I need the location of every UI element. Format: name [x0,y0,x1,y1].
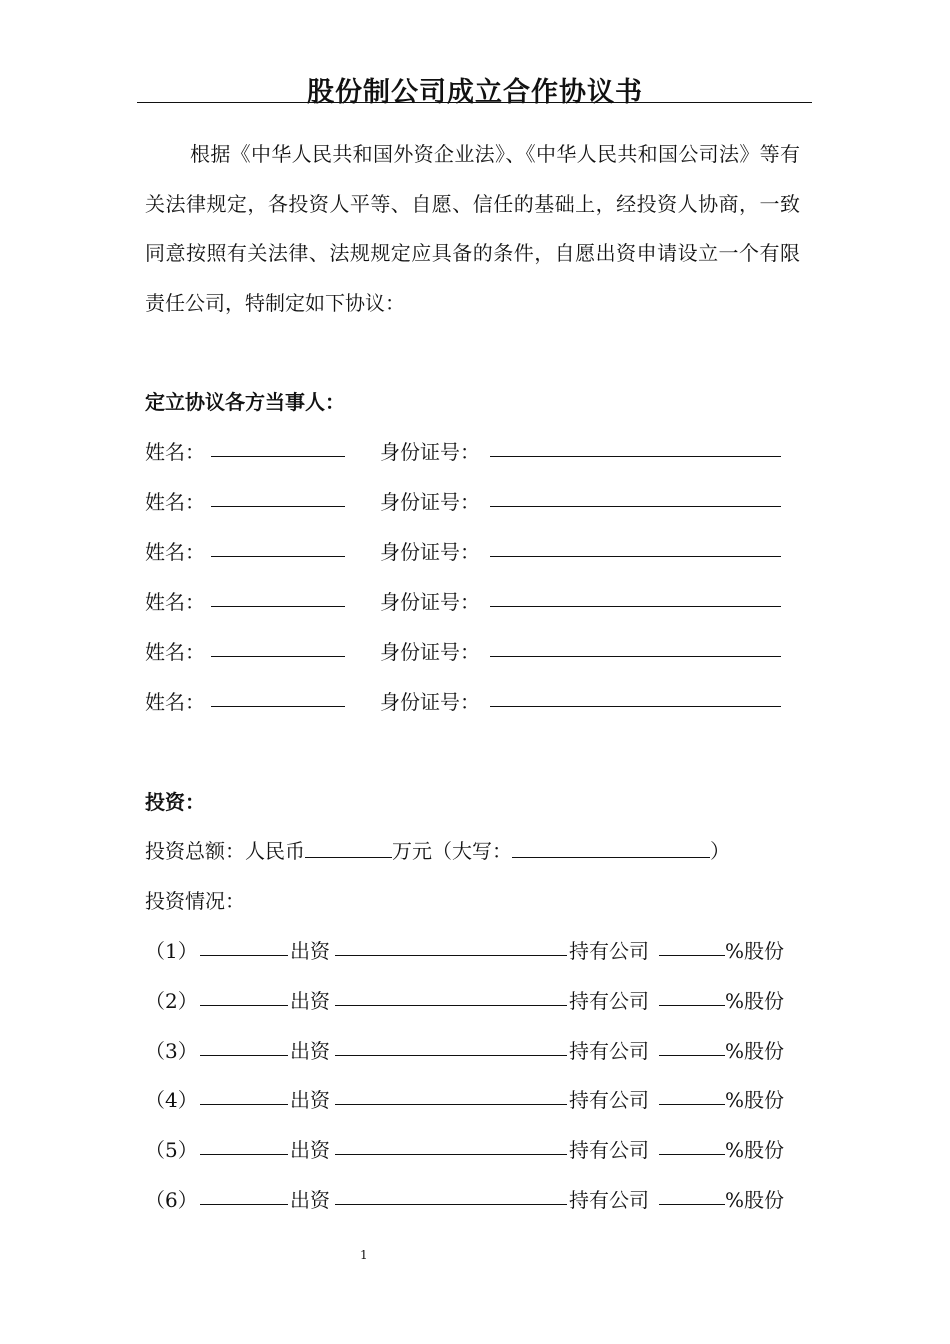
hold-label: 持有公司 [569,989,649,1013]
contribute-label: 出资 [290,939,330,963]
party-name-label: 姓名： [145,490,205,514]
party-name-label: 姓名： [145,590,205,614]
party-name-label: 姓名： [145,540,205,564]
page-number: 1 [360,1248,368,1262]
party-id-label: 身份证号： [380,640,480,664]
investment-heading: 投资： [145,790,205,814]
share-label: %股份 [725,1039,785,1063]
investment-index: （5） [145,1138,198,1162]
total-investment-line [145,835,730,864]
title-underline [137,102,812,103]
share-percent-blank [659,985,725,1006]
contribution-blank [335,1184,567,1205]
party-name-label: 姓名： [145,690,205,714]
share-label: %股份 [725,1088,785,1112]
party-id-blank [490,486,781,507]
share-label: %股份 [725,1188,785,1212]
contribution-blank [335,1084,567,1105]
investor-blank [200,1084,288,1105]
investment-situation-label: 投资情况： [145,889,245,913]
intro-paragraph: 根据《中华人民共和国外资企业法》、《中华人民共和国公司法》等有关法律规定，各投资人平等、自愿、信任的基础上，经投资人协商，一致同意按照有关法律、法规规定应具备的条件，自愿出资申请设立一个有限责任公司，特制定如下协议： [145,142,800,315]
party-id-blank [490,436,781,457]
investor-blank [200,1184,288,1205]
party-id-blank [490,686,781,707]
investment-index: （2） [145,989,198,1013]
investment-index: （1） [145,939,198,963]
parties-heading: 定立协议各方当事人： [145,390,345,414]
share-percent-blank [659,1134,725,1155]
investment-index: （4） [145,1088,198,1112]
party-id-label: 身份证号： [380,590,480,614]
party-name-blank [211,536,345,557]
party-id-blank [490,636,781,657]
hold-label: 持有公司 [569,939,649,963]
contribution-blank [335,1134,567,1155]
hold-label: 持有公司 [569,1088,649,1112]
share-percent-blank [659,1084,725,1105]
share-label: %股份 [725,1138,785,1162]
party-name-blank [211,636,345,657]
party-id-label: 身份证号： [380,690,480,714]
total-capital-blank [512,837,710,858]
share-percent-blank [659,1035,725,1056]
investor-blank [200,1134,288,1155]
party-id-blank [490,586,781,607]
hold-label: 持有公司 [569,1188,649,1212]
hold-label: 持有公司 [569,1138,649,1162]
party-name-blank [211,586,345,607]
share-label: %股份 [725,989,785,1013]
total-label: 投资总额：人民币 [145,839,305,863]
document-title: 股份制公司成立合作协议书 [307,77,643,108]
contribution-blank [335,985,567,1006]
investment-index: （6） [145,1188,198,1212]
contribute-label: 出资 [290,1088,330,1112]
share-label: %股份 [725,939,785,963]
party-name-blank [211,686,345,707]
total-close-paren: ） [710,839,730,863]
investor-blank [200,1035,288,1056]
total-unit-label: 万元（大写： [392,839,512,863]
contribute-label: 出资 [290,1188,330,1212]
party-name-label: 姓名： [145,640,205,664]
party-id-blank [490,536,781,557]
contribution-blank [335,935,567,956]
contribution-blank [335,1035,567,1056]
contribute-label: 出资 [290,1039,330,1063]
party-id-label: 身份证号： [380,490,480,514]
party-name-label: 姓名： [145,440,205,464]
contribute-label: 出资 [290,1138,330,1162]
party-id-label: 身份证号： [380,540,480,564]
hold-label: 持有公司 [569,1039,649,1063]
investment-index: （3） [145,1039,198,1063]
party-id-label: 身份证号： [380,440,480,464]
party-name-blank [211,436,345,457]
total-amount-blank [305,837,392,858]
contribute-label: 出资 [290,989,330,1013]
investor-blank [200,935,288,956]
share-percent-blank [659,935,725,956]
share-percent-blank [659,1184,725,1205]
party-name-blank [211,486,345,507]
investor-blank [200,985,288,1006]
